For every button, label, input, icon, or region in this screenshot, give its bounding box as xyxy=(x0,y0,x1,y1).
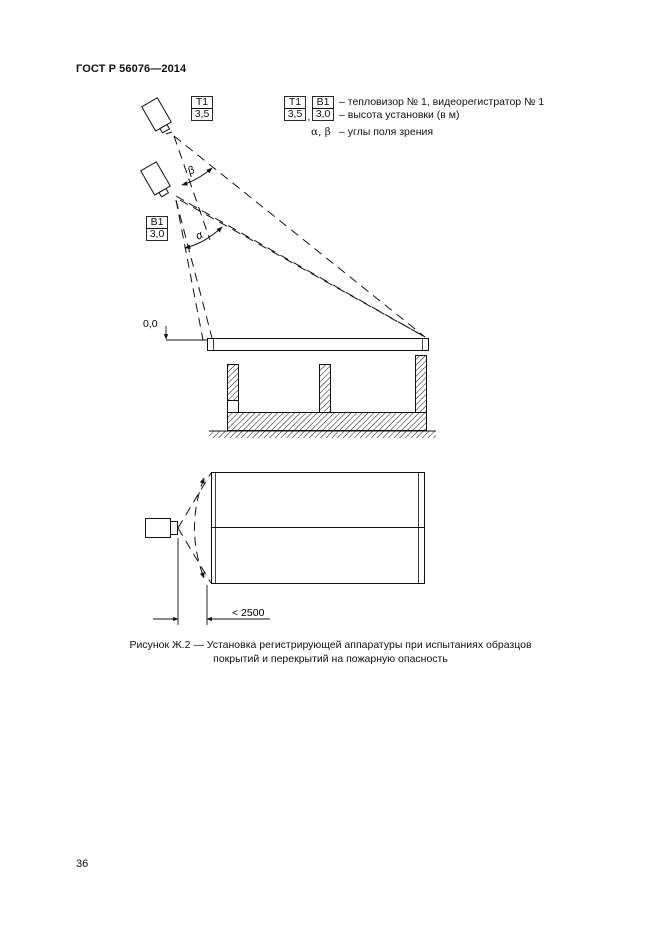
legend-row-devices: – тепловизор № 1, видеорегистратор № 1 xyxy=(339,96,545,108)
figure-caption xyxy=(0,638,661,666)
camera-b1-height: 3,0 xyxy=(149,228,165,240)
zero-level-label: 0,0 xyxy=(143,318,158,330)
angle-beta-label: β xyxy=(185,164,197,178)
legend-angle-symbols: α, β xyxy=(311,126,331,138)
video-recorder-b1 xyxy=(141,162,173,200)
field-of-view-t1 xyxy=(174,136,425,337)
angle-beta-arc xyxy=(182,168,212,185)
legend-t1-height: 3,5 xyxy=(287,108,303,120)
plan-angle-arc xyxy=(195,478,205,578)
legend-b1-height: 3,0 xyxy=(315,108,331,120)
legend-b1-label: В1 xyxy=(316,96,330,108)
camera-plan-view xyxy=(146,519,178,538)
camera-t1-label: Т1 xyxy=(195,96,209,108)
sample-plan-view xyxy=(212,473,425,584)
figure-caption-line2: покрытий и перекрытий на пожарную опасность xyxy=(213,653,448,665)
legend-row-height: – высота установки (в м) xyxy=(339,109,460,121)
zero-level-mark xyxy=(166,326,207,340)
svg-text:,: , xyxy=(307,112,311,123)
thermal-camera-t1 xyxy=(142,98,174,136)
figure-caption-line1: Рисунок Ж.2 — Установка регистрирующей аппаратуры при испытаниях образцов xyxy=(129,639,532,651)
sample-plate-section xyxy=(208,339,429,351)
document-header: ГОСТ Р 56076—2014 xyxy=(76,63,187,75)
legend-row-angles: – углы поля зрения xyxy=(339,126,434,138)
legend-t1-label: Т1 xyxy=(288,96,302,108)
ground-line xyxy=(209,431,436,438)
camera-b1-label: В1 xyxy=(150,216,164,228)
page-number: 36 xyxy=(76,858,89,870)
field-of-view-b1 xyxy=(176,200,425,340)
furnace-section xyxy=(228,356,427,431)
angle-alpha-label: α xyxy=(193,229,205,243)
camera-t1-height: 3,5 xyxy=(194,108,210,120)
distance-label: < 2500 xyxy=(232,607,265,619)
